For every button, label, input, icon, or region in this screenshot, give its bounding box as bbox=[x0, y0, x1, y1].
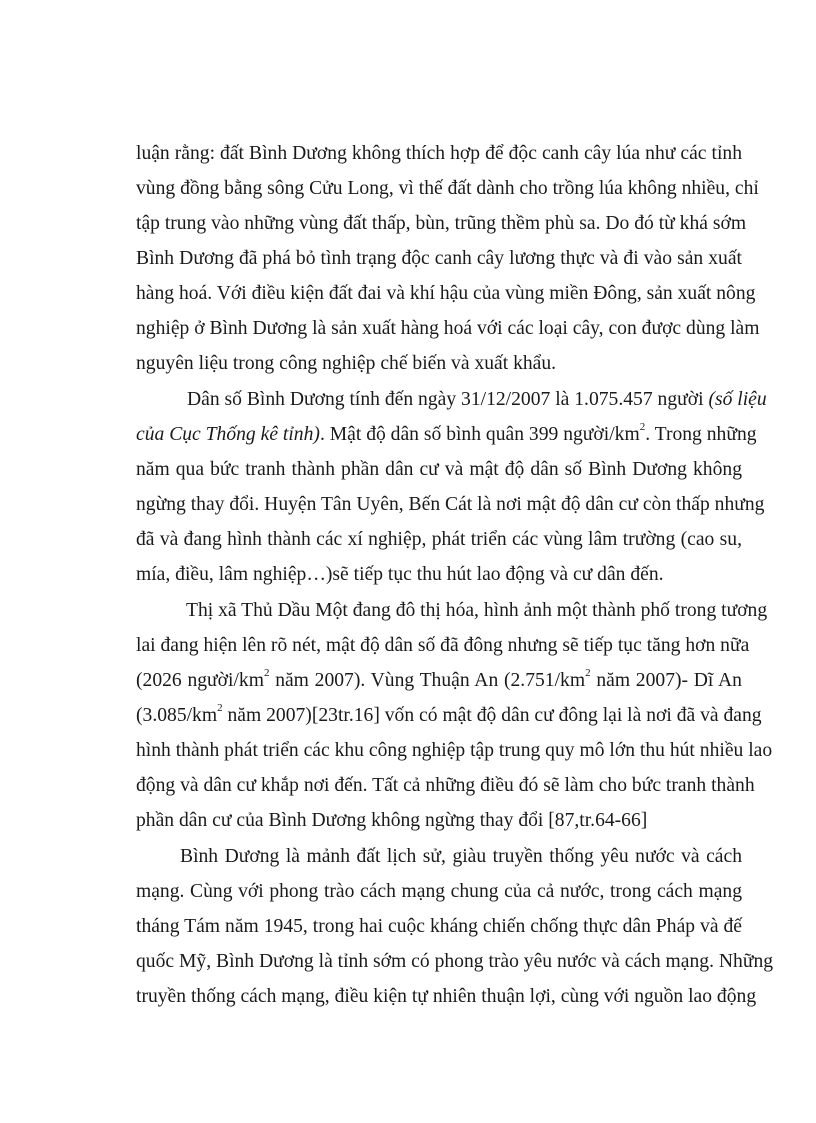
text-run: năm 2007)- Dĩ An bbox=[590, 670, 742, 691]
text-line: động và dân cư khắp nơi đến. Tất cả những điều đó sẽ làm cho bức tranh thành bbox=[136, 775, 755, 796]
superscript: 2 bbox=[217, 702, 223, 715]
text-run: . Mật độ dân số bình quân 399 người/km bbox=[319, 424, 640, 445]
text-line: luận rằng: đất Bình Dương không thích hợp để độc canh cây lúa như các tỉnh bbox=[136, 143, 742, 164]
text-line: năm qua bức tranh thành phần dân cư và mật độ dân số Bình Dương không bbox=[136, 459, 742, 480]
superscript: 2 bbox=[639, 421, 646, 434]
text-line: ngừng thay đổi. Huyện Tân Uyên, Bến Cát là nơi mật độ dân cư còn thấp nhưng bbox=[136, 494, 765, 515]
text-run: năm 2007)[23tr.16] vốn có mật độ dân cư đông lại là nơi đã và đang bbox=[222, 705, 762, 726]
text-line: Thị xã Thủ Dầu Một đang đô thị hóa, hình ảnh một thành phố trong tương bbox=[186, 600, 768, 621]
text-line bbox=[136, 419, 757, 451]
text-run: năm 2007). Vùng Thuận An (2.751/km bbox=[269, 670, 586, 691]
text-line: Bình Dương là mảnh đất lịch sử, giàu truyền thống yêu nước và cách bbox=[180, 846, 742, 867]
text-run: Dân số Bình Dương tính đến ngày 31/12/2007 là 1.075.457 người bbox=[187, 389, 709, 410]
text-line: tháng Tám năm 1945, trong hai cuộc kháng chiến chống thực dân Pháp và đế bbox=[136, 916, 742, 937]
text-line: lai đang hiện lên rõ nét, mật độ dân số đã đông nhưng sẽ tiếp tục tăng hơn nữa bbox=[136, 635, 750, 656]
text-line bbox=[136, 700, 762, 732]
text-line bbox=[187, 384, 767, 416]
text-run: (3.085/km bbox=[136, 705, 218, 726]
text-line: hàng hoá. Với điều kiện đất đai và khí hậu của vùng miền Đông, sản xuất nông bbox=[136, 283, 756, 304]
text-line: hình thành phát triển các khu công nghiệp tập trung quy mô lớn thu hút nhiều lao bbox=[136, 740, 773, 761]
text-line: vùng đồng bằng sông Cửu Long, vì thế đất dành cho trồng lúa không nhiều, chỉ bbox=[136, 178, 759, 199]
text-run: . Trong những bbox=[645, 424, 757, 445]
italic-text: của Cục Thống kê tỉnh) bbox=[136, 424, 320, 445]
text-run: (2026 người/km bbox=[136, 670, 264, 691]
superscript: 2 bbox=[585, 667, 591, 680]
text-line: quốc Mỹ, Bình Dương là tỉnh sớm có phong trào yêu nước và cách mạng. Những bbox=[136, 951, 774, 972]
text-line: đã và đang hình thành các xí nghiệp, phát triển các vùng lâm trường (cao su, bbox=[136, 529, 742, 550]
text-line: mạng. Cùng với phong trào cách mạng chung của cả nước, trong cách mạng bbox=[136, 881, 742, 902]
text-line: phần dân cư của Bình Dương không ngừng thay đổi [87,tr.64-66] bbox=[136, 810, 648, 831]
text-line: nghiệp ở Bình Dương là sản xuất hàng hoá với các loại cây, con được dùng làm bbox=[136, 318, 760, 339]
text-line: truyền thống cách mạng, điều kiện tự nhiên thuận lợi, cùng với nguồn lao động bbox=[136, 986, 757, 1007]
text-line: tập trung vào những vùng đất thấp, bùn, trũng thềm phù sa. Do đó từ khá sớm bbox=[136, 213, 747, 234]
text-line: nguyên liệu trong công nghiệp chế biến và xuất khẩu. bbox=[136, 353, 557, 374]
text-line bbox=[136, 665, 742, 697]
text-line: mía, điều, lâm nghiệp…)sẽ tiếp tục thu hút lao động và cư dân đến. bbox=[136, 564, 664, 585]
text-line: Bình Dương đã phá bỏ tình trạng độc canh cây lương thực và đi vào sản xuất bbox=[136, 248, 742, 269]
superscript: 2 bbox=[263, 667, 270, 680]
italic-text: (số liệu bbox=[708, 389, 767, 410]
